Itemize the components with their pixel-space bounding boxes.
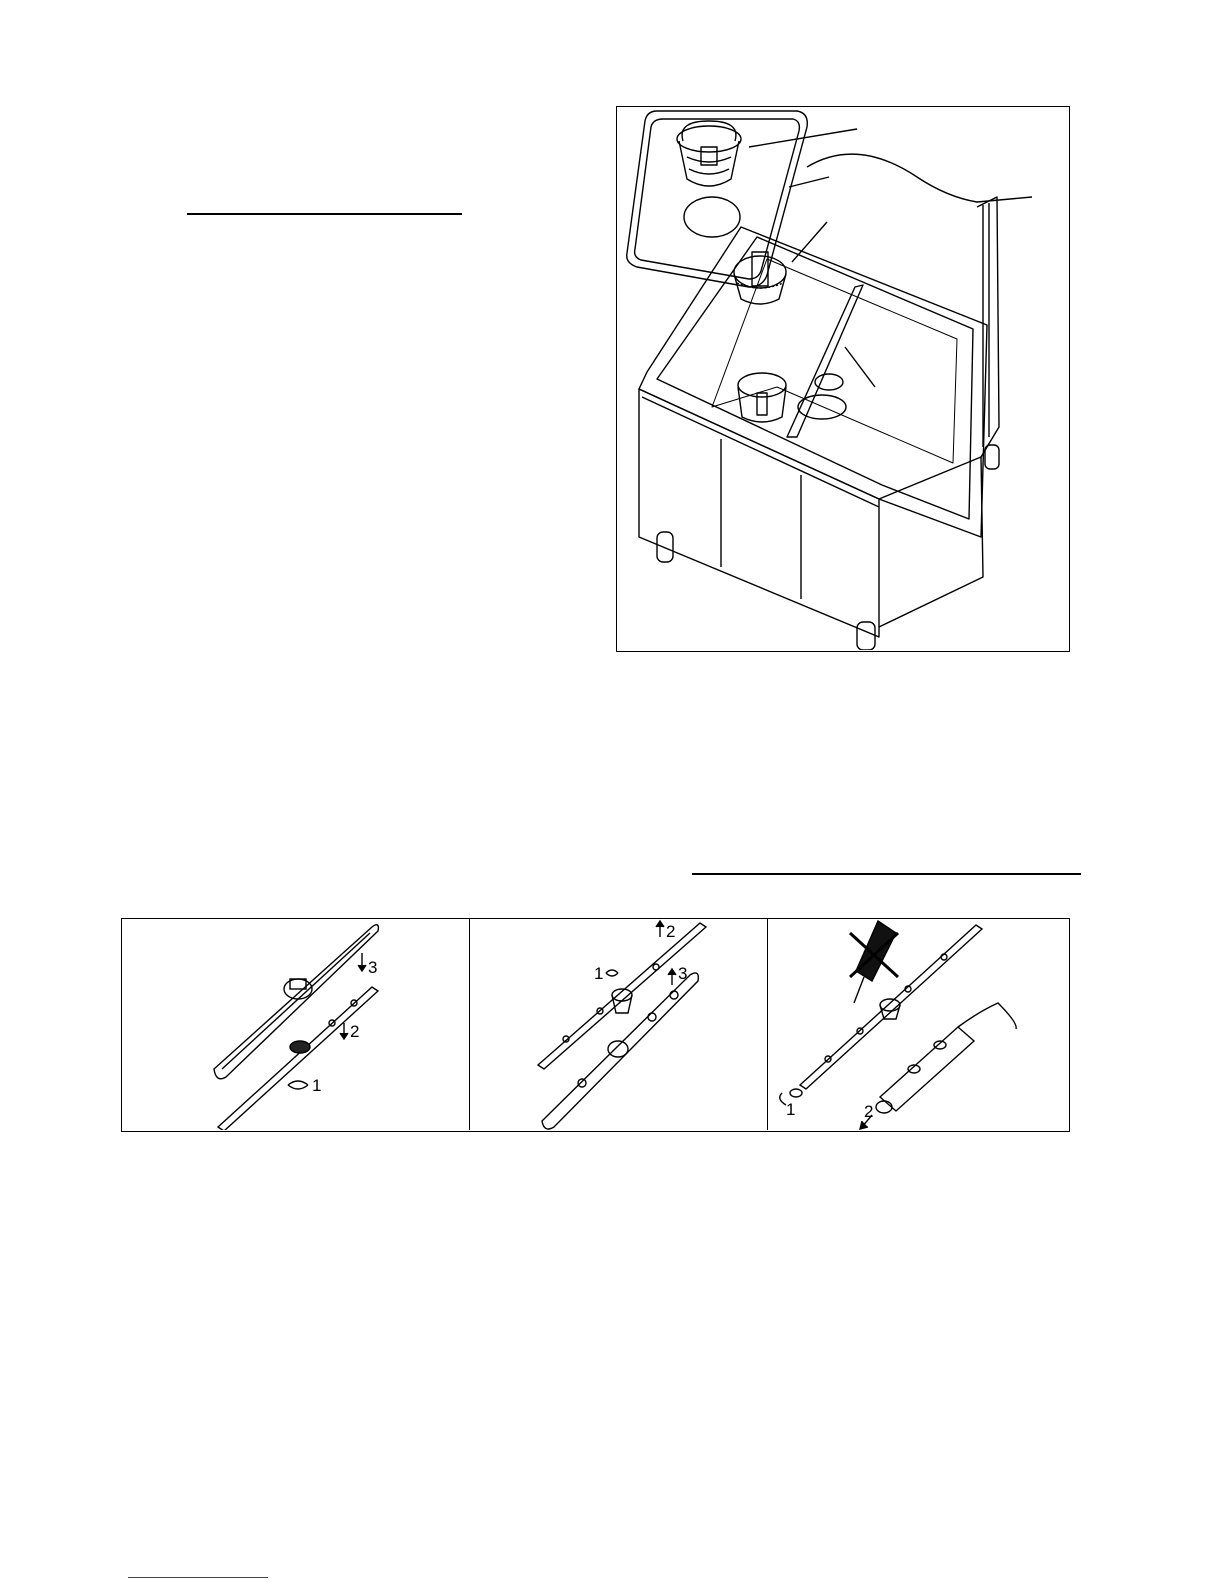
lower-arm-install-illustration <box>122 919 468 1130</box>
step-label-1: 1 <box>594 964 604 983</box>
step-panel-2 <box>470 919 768 1130</box>
upper-arm-removal-illustration <box>470 919 766 1130</box>
step-label-2: 2 <box>666 922 676 941</box>
step-label-3: 3 <box>678 964 688 983</box>
footer-link-rule <box>128 1577 268 1578</box>
section-heading-rule-top <box>187 213 462 215</box>
step-panel-1 <box>122 919 470 1130</box>
step-label-1: 1 <box>786 1100 796 1119</box>
step-label-2: 2 <box>350 1022 360 1041</box>
nozzle-cleaning-illustration <box>768 919 1069 1130</box>
step-label-1: 1 <box>312 1076 322 1095</box>
section-heading-rule-bottom <box>692 873 1081 875</box>
wash-arm-removal-figure <box>121 918 1070 1132</box>
step-panel-3 <box>768 919 1069 1130</box>
dishwasher-tank-illustration <box>617 107 1068 650</box>
step-label-2: 2 <box>864 1102 874 1121</box>
step-label-3: 3 <box>368 958 378 977</box>
dishwasher-tank-figure <box>616 106 1070 652</box>
